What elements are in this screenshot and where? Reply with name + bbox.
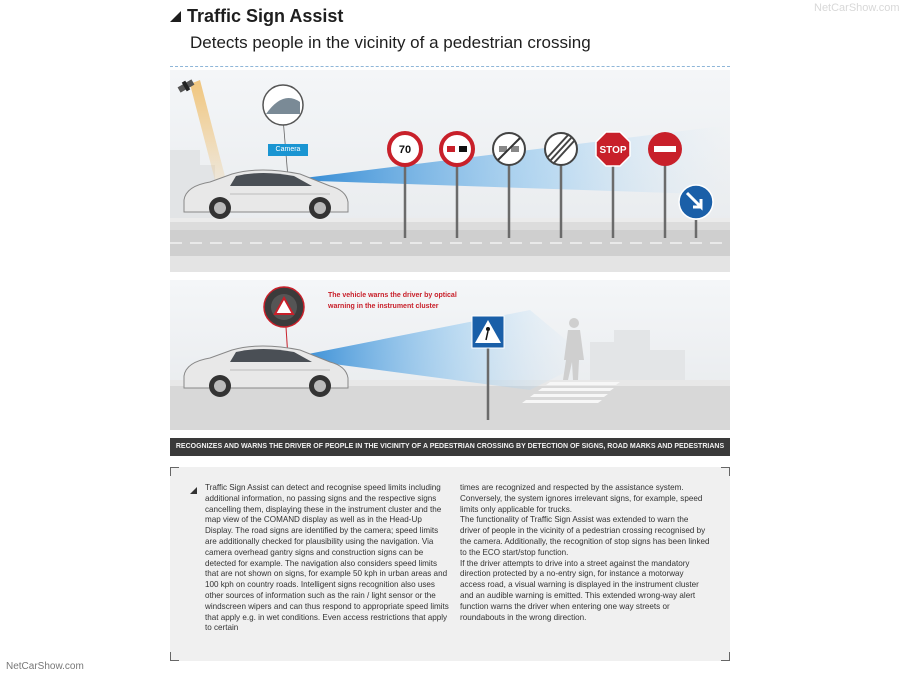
caption-bar: RECOGNIZES AND WARNS THE DRIVER OF PEOPLE IN THE VICINITY OF A PEDESTRIAN CROSSING BY DETECTION OF SIGNS, ROAD MARKS AND PEDESTRIANS [170,438,730,456]
end-no-passing-sign [493,133,525,165]
page-title-text: Traffic Sign Assist [187,6,344,26]
watermark-top: NetCarShow.com [814,2,900,14]
corner-mark [170,652,179,661]
no-entry-sign [648,132,682,166]
bullet-triangle-icon [190,487,197,496]
divider [170,66,730,67]
end-of-restrictions-sign [545,133,577,165]
keep-right-sign [679,185,713,219]
corner-mark [170,467,179,476]
description-box [170,467,730,661]
stop-sign-text: STOP [599,145,627,156]
text-column-2 [460,483,710,623]
corner-mark [721,652,730,661]
warning-bubble [264,287,304,327]
text-column-1 [205,483,450,634]
pedestrian-crossing-sign [472,316,504,348]
speed-limit-value: 70 [398,144,412,156]
no-passing-sign [441,133,473,165]
paragraph: Traffic Sign Assist can detect and recognise speed limits including additional information, no passing signs and the respective signs cancelling them, displaying these in the instrument cluster and the map view of the COMAND display as well as in the Head-Up Display. The road signs are identified by the camera; speed limits are additionally checked for plausibility using the navigation. Via camera overhead gantry signs and construction signs can be detected for example. The navigation also considers speed limits that are not shown on signs, for example 50 kph in urban areas and 100 kph on country roads. Intelligent signs recognition also uses other sources of information such as the rain / light sensor or the windscreen wipers and can thus respond to appropriate speed limits that apply e.g. in wet conditions. Even access restrictions that apply to certain [205,483,449,633]
stop-sign [596,132,630,166]
corner-mark [721,467,730,476]
watermark-bottom: NetCarShow.com [6,661,84,672]
paragraph: If the driver attempts to drive into a street against the mandatory direction protected by a no-entry sign, for instance a motorway access road, a visual warning is displayed in the instrument cluster and an audible warning is emitted. This extended wrong-way alert function warns the driver when entering one way streets or roundabouts in the wrong direction. [460,558,699,622]
camera-label: Camera [268,144,308,156]
paragraph: The functionality of Traffic Sign Assist was extended to warn the driver of people in the vicinity of a pedestrian crossing recognised by the camera. Additionally, the recognition of stop signs has been linked to the ECO start/stop function. [460,515,710,557]
triangle-icon [170,6,181,27]
paragraph: times are recognized and respected by the assistance system. Conversely, the system ignores irrelevant signs, for example, speed limits only applicable for trucks. [460,483,703,514]
speed-limit-sign [389,133,421,165]
page-subtitle: Detects people in the vicinity of a pedestrian crossing [190,33,591,52]
sign-recognition-illustration [170,70,730,272]
warning-note: The vehicle warns the driver by optical warning in the instrument cluster [328,292,457,310]
page-title [170,6,343,27]
